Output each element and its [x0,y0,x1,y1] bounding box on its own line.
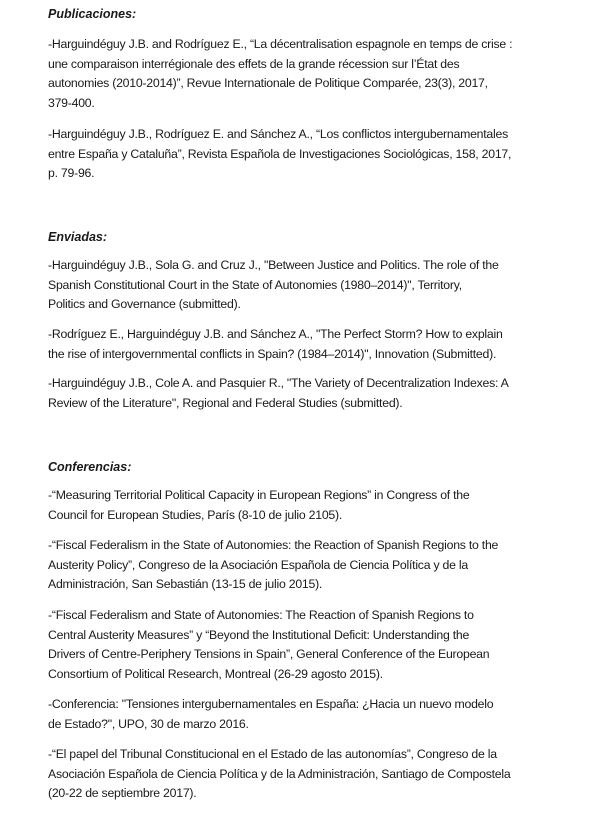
entry-line: -Harguindéguy J.B., Cole A. and Pasquier R., "The Variety of Decentralization Indexes: A [48,376,509,390]
entry-line: -Rodríguez E., Harguindéguy J.B. and Sánchez A., "The Perfect Storm? How to explain [48,327,503,341]
entry-line: -“Fiscal Federalism and State of Autonomies: The Reaction of Spanish Regions to [48,608,474,622]
entry-line: Spanish Constitutional Court in the State of Autonomies (1980–2014)", Territory, [48,277,462,292]
entry-line: Drivers of Centre-Periphery Tensions in Spain”, General Conference of the European [48,647,490,662]
entry-line: une comparaison interrégionale des effets de la grande récession sur l’État des [48,56,460,71]
entry-line: de Estado?", UPO, 30 de marzo 2016. [48,716,249,731]
entry-line: Austerity Policy”, Congreso de la Asociación Española de Ciencia Política y de la [48,557,468,572]
section-heading-conferencias: Conferencias: [48,460,132,474]
entry-line: -“El papel del Tribunal Constitucional en el Estado de las autonomías”, Congreso de la [48,747,497,761]
entry-line: -Harguindéguy J.B., Rodríguez E. and Sánchez A., “Los conflictos intergubernamentales [48,127,508,141]
section-heading-publicaciones: Publicaciones: [48,7,137,21]
conference-entry [48,536,598,595]
entry-line: autonomies (2010-2014)”, Revue Internationale de Politique Comparée, 23(3), 2017, [48,76,488,91]
entry-line: -Harguindéguy J.B. and Rodríguez E., “La décentralisation espagnole en temps de crise : [48,37,513,51]
entry-line: Consortium of Political Research, Montreal (26-29 agosto 2015). [48,667,383,682]
section-heading-enviadas: Enviadas: [48,230,108,244]
entry-line: -Harguindéguy J.B., Sola G. and Cruz J., "Between Justice and Politics. The role of the [48,258,499,272]
entry-line: -Conferencia: "Tensiones intergubernamentales en España: ¿Hacia un nuevo modelo [48,697,494,711]
conference-entry [48,606,598,685]
publication-entry [48,125,598,184]
entry-line: entre España y Cataluña”, Revista Española de Investigaciones Sociológicas, 158, 2017, [48,146,512,161]
submitted-entry [48,256,598,315]
conference-entry [48,486,598,525]
publication-entry [48,35,598,114]
entry-line: the rise of intergovernmental conflicts in Spain? (1984–2014)", Innovation (Submitted). [48,346,497,361]
submitted-entry [48,325,598,364]
entry-line: Asociación Española de Ciencia Política y de la Administración, Santiago de Compostela [48,766,511,781]
submitted-entry [48,374,598,413]
entry-line: Central Austerity Measures” y “Beyond the Institutional Deficit: Understanding the [48,627,470,642]
entry-line: -“Measuring Territorial Political Capacity in European Regions” in Congress of the [48,488,470,502]
entry-line: Council for European Studies, París (8-10 de julio 2105). [48,507,343,522]
conference-entry [48,745,598,804]
entry-line: p. 79-96. [48,166,95,181]
entry-line: 379-400. [48,96,95,111]
entry-line: Administración, San Sebastián (13-15 de julio 2015). [48,577,323,592]
conference-entry [48,695,598,734]
entry-line: -“Fiscal Federalism in the State of Autonomies: the Reaction of Spanish Regions to the [48,538,499,552]
entry-line: (20-22 de septiembre 2017). [48,786,197,801]
entry-line: Review of the Literature", Regional and Federal Studies (submitted). [48,395,403,410]
entry-line: Politics and Governance (submitted). [48,297,241,312]
